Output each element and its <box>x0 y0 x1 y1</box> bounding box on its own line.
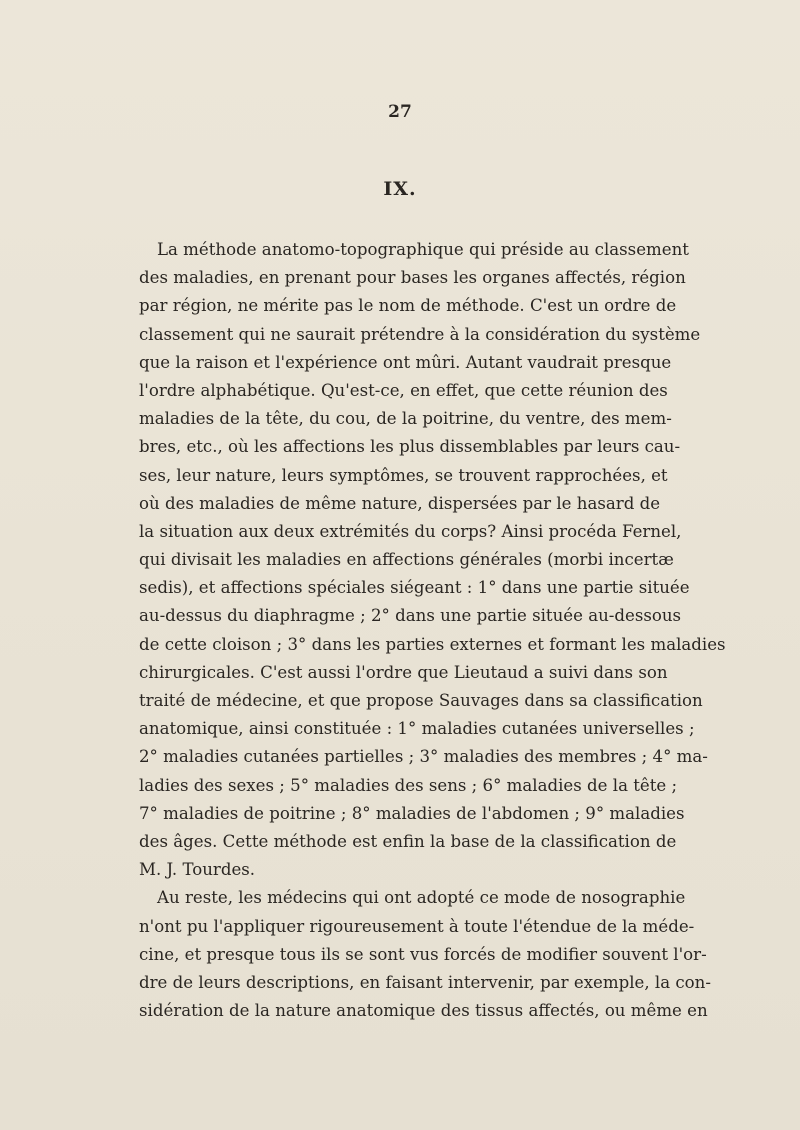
text-line: La méthode anatomo-topographique qui préside au classement <box>157 240 689 259</box>
section-heading: IX. <box>383 178 417 200</box>
text-line: l'ordre alphabétique. Qu'est-ce, en effet, que cette réunion des <box>139 380 668 400</box>
text-line: de cette cloison ; 3° dans les parties externes et formant les maladies <box>139 634 726 654</box>
text-line: par région, ne mérite pas le nom de méthode. C'est un ordre de <box>139 296 677 316</box>
page-number: 27 <box>388 102 412 122</box>
text-line: des âges. Cette méthode est enfin la base de la classification de <box>139 831 677 851</box>
text-line: sedis), et affections spéciales siégeant : 1° dans une partie située <box>139 578 690 598</box>
text-line: des maladies, en prenant pour bases les organes affectés, région <box>139 268 686 288</box>
text-line: anatomique, ainsi constituée : 1° maladies cutanées universelles ; <box>139 719 695 739</box>
text-line: que la raison et l'expérience ont mûri. Autant vaudrait presque <box>139 352 672 372</box>
text-line: classement qui ne saurait prétendre à la considération du système <box>139 324 701 344</box>
text-line: traité de médecine, et que propose Sauvages dans sa classification <box>139 691 703 710</box>
body-text <box>139 236 726 1025</box>
text-line: dre de leurs descriptions, en faisant intervenir, par exemple, la con- <box>139 972 711 992</box>
text-line: au-dessus du diaphragme ; 2° dans une partie située au-dessous <box>139 606 682 626</box>
text-line: n'ont pu l'appliquer rigoureusement à toute l'étendue de la méde- <box>139 916 695 936</box>
text-line: sidération de la nature anatomique des tissus affectés, ou même en <box>139 1001 708 1021</box>
text-line: chirurgicales. C'est aussi l'ordre que Lieutaud a suivi dans son <box>139 662 668 682</box>
text-line: ladies des sexes ; 5° maladies des sens ; 6° maladies de la tête ; <box>139 775 678 795</box>
text-line: ses, leur nature, leurs symptômes, se trouvent rapprochées, et <box>139 465 668 485</box>
text-line: cine, et presque tous ils se sont vus forcés de modifier souvent l'or- <box>139 944 707 964</box>
text-line: bres, etc., où les affections les plus dissemblables par leurs cau- <box>139 437 681 457</box>
text-line: où des maladies de même nature, dispersées par le hasard de <box>139 493 661 513</box>
text-line: Au reste, les médecins qui ont adopté ce mode de nosographie <box>157 888 686 908</box>
text-line: M. J. Tourdes. <box>139 860 256 880</box>
text-line: la situation aux deux extrémités du corps? Ainsi procéda Fernel, <box>139 521 682 541</box>
text-line: maladies de la tête, du cou, de la poitrine, du ventre, des mem- <box>139 409 672 429</box>
text-line: 7° maladies de poitrine ; 8° maladies de l'abdomen ; 9° maladies <box>139 803 685 823</box>
text-line: qui divisait les maladies en affections générales (morbi incertæ <box>139 550 674 570</box>
text-line: 2° maladies cutanées partielles ; 3° maladies des membres ; 4° ma- <box>139 747 708 767</box>
